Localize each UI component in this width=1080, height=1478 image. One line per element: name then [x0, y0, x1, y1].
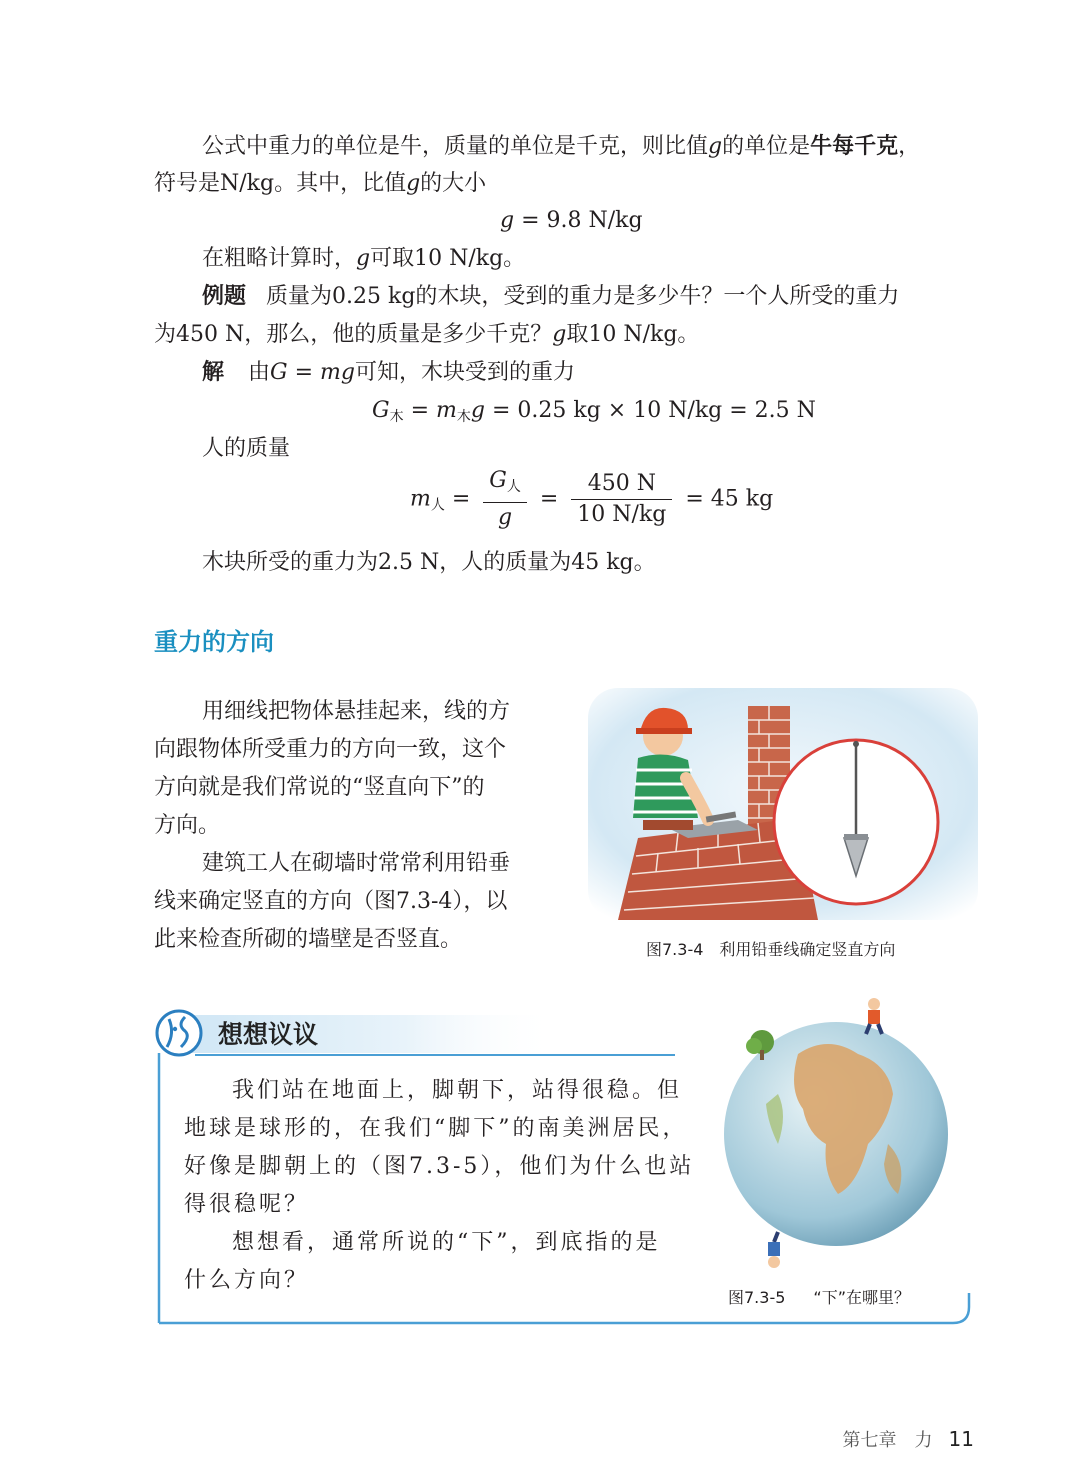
numerator: [483, 466, 527, 503]
discuss-line-4: 得很稳呢？: [184, 1192, 310, 1217]
direction-line-5: 建筑工人在砌墙时常常利用铅垂: [202, 851, 511, 876]
symbol-g: g: [552, 322, 567, 347]
discussion-title: 想想议议: [218, 1020, 319, 1049]
para1-line2: [154, 165, 486, 203]
direction-line-1: 用细线把物体悬挂起来，线的方: [202, 699, 511, 724]
plumb-line-illustration: [588, 688, 978, 920]
discuss-line-6: 什么方向？: [184, 1268, 310, 1293]
solution-label: 解: [202, 360, 225, 385]
text: 可知，木块受到的重力: [354, 360, 575, 385]
person-mass-label: [202, 430, 290, 468]
discuss-line-1: 我们站在地面上，脚朝下，站得很稳。但: [232, 1078, 683, 1103]
section-title: 重力的方向: [154, 628, 274, 656]
direction-line-6: 线来确定竖直的方向（图7.3-4），以: [154, 889, 508, 914]
plumb-line-magnifier: [774, 740, 938, 904]
text: 公式中重力的单位是牛，质量的单位是千克，则比值: [202, 134, 709, 159]
subscript: 人: [430, 497, 445, 514]
text: 符号是N/kg。其中，比值: [154, 171, 407, 196]
globe-illustration: [718, 994, 954, 1270]
example-line1: [202, 278, 899, 316]
para2: [202, 240, 525, 278]
symbol-m: m: [436, 398, 457, 423]
figure-number: 图7.3-4: [646, 940, 704, 959]
person-bottom-icon: [768, 1232, 780, 1268]
denominator: g: [498, 505, 513, 530]
equals: =: [532, 486, 566, 512]
direction-line-3: 方向就是我们常说的“竖直向下”的: [154, 775, 485, 800]
discuss-line-3: 好像是脚朝上的（图7.3-5），他们为什么也站: [184, 1154, 695, 1179]
conclusion: [202, 544, 656, 582]
equals: =: [403, 398, 436, 423]
person-top-icon: [866, 998, 882, 1034]
text: 为450 N，那么，他的质量是多少千克？: [154, 322, 553, 347]
para1-line1: [202, 128, 920, 166]
direction-line-2: 向跟物体所受重力的方向一致，这个: [154, 737, 507, 762]
chapter-label: 第七章 力: [842, 1430, 933, 1451]
fraction-G-over-g: [483, 466, 527, 533]
symbol-G: G: [489, 468, 507, 493]
text: 的单位是: [722, 134, 811, 159]
example-line2: [154, 316, 699, 354]
symbol-g: g: [470, 398, 485, 423]
equation-value: = 0.25 kg × 10 N/kg = 2.5 N: [484, 398, 816, 423]
text: 取10 N/kg。: [566, 322, 700, 347]
equation-person-mass: [410, 466, 773, 533]
page-number: 11: [948, 1427, 974, 1451]
subscript: 木: [389, 409, 404, 425]
text: 由: [248, 360, 271, 385]
page-footer: [843, 1426, 974, 1452]
text: 在粗略计算时，: [202, 246, 357, 271]
symbol-G: G: [372, 398, 390, 423]
figure-number: 图7.3-5: [728, 1288, 786, 1307]
figure-7-3-4-caption: [646, 937, 895, 960]
numerator: 450 N: [571, 469, 672, 500]
figure-7-3-5-caption: [728, 1285, 910, 1308]
discuss-line-2: 地球是球形的，在我们“脚下”的南美洲居民，: [184, 1116, 688, 1141]
fraction-values: [571, 469, 672, 530]
symbol-g: g: [708, 134, 723, 159]
figure-caption-text: 利用铅垂线确定竖直方向: [719, 940, 896, 959]
formula: G = mg: [270, 360, 355, 385]
text: 质量为0.25 kg的木块，受到的重力是多少牛？一个人所受的重力: [266, 284, 900, 309]
equation-value: = 9.8 N/kg: [514, 208, 643, 233]
equation-wood-weight: [372, 392, 816, 436]
equation-value: = 45 kg: [678, 486, 774, 512]
subscript: 木: [456, 409, 471, 425]
symbol-m: m: [410, 486, 431, 512]
text: 的大小: [420, 171, 487, 196]
direction-line-4: 方向。: [154, 813, 221, 838]
discussion-face-icon: [157, 1011, 201, 1055]
equation-g: [500, 202, 643, 240]
symbol-g: g: [406, 171, 421, 196]
subscript: 人: [506, 479, 521, 495]
text: ，: [898, 134, 921, 159]
symbol-g: g: [500, 208, 515, 233]
text: 木块所受的重力为2.5 N，人的质量为45 kg。: [202, 550, 656, 575]
example-label: 例题: [202, 284, 247, 309]
text: 可取10 N/kg。: [370, 246, 526, 271]
discuss-line-5: 想想看，通常所说的“下”，到底指的是: [232, 1230, 661, 1255]
symbol-g: g: [356, 246, 371, 271]
direction-line-7: 此来检查所砌的墙壁是否竖直。: [154, 927, 463, 952]
text: 人的质量: [202, 436, 291, 461]
bold-term: 牛每千克: [810, 134, 899, 159]
equals: =: [444, 486, 478, 512]
figure-caption-text: “下”在哪里？: [813, 1288, 910, 1307]
denominator: 10 N/kg: [577, 502, 667, 527]
solution-line: [202, 354, 575, 392]
